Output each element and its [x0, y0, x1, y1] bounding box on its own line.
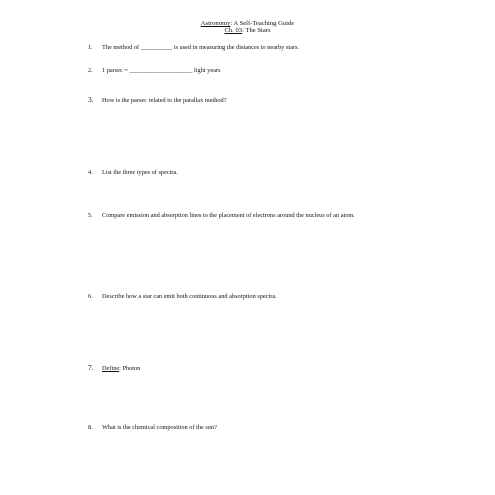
guide-subtitle: : A Self-Teaching Guide: [230, 20, 295, 27]
question-text: List the three types of spectra.: [102, 169, 178, 176]
chapter-title: : The Stars: [242, 27, 271, 35]
question-text: The method of __________ is used in measuring the distances to nearby stars.: [102, 44, 300, 51]
chapter-line: [0, 27, 495, 34]
course-name: Astronomy: [200, 20, 231, 27]
chapter-number: Ch. 03: [224, 27, 243, 35]
question-text: What is the chemical composition of the sun?: [102, 424, 217, 431]
question-text: [102, 365, 422, 373]
define-term: : Photon: [119, 365, 141, 372]
define-label: Define: [102, 365, 120, 372]
question-number: 2.: [88, 67, 93, 74]
worksheet-header: [0, 20, 495, 35]
question-text: Compare emission and absorption lines to the placement of electrons around the nucleus of an atom.: [102, 212, 355, 219]
question-text: 1 parsec = ____________________ light years: [102, 67, 221, 74]
question-number: 8.: [88, 424, 93, 431]
question-number: 1.: [88, 44, 93, 51]
question-text: Describe how a star can emit both continuous and absorption spectra.: [102, 293, 277, 300]
question-text: How is the parsec related to the parallax method?: [102, 97, 227, 104]
title-line: [0, 20, 495, 27]
question-number: 3.: [88, 95, 94, 104]
question-number: 4.: [88, 169, 93, 176]
question-number: 7.: [88, 363, 94, 372]
question-number: 5.: [88, 212, 93, 219]
question-number: 6.: [88, 293, 93, 300]
